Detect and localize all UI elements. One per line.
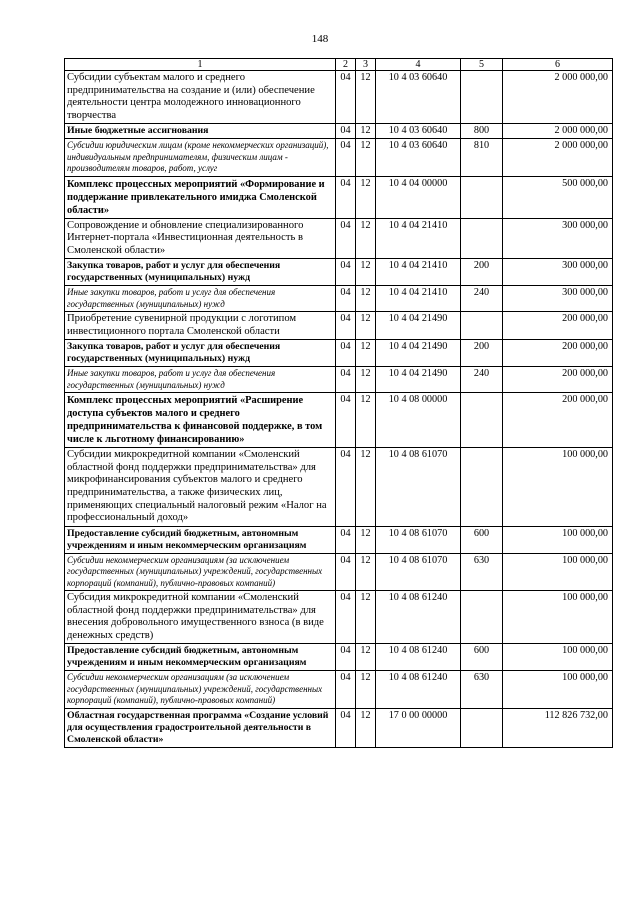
target-item-cell: 10 4 08 61070 (376, 448, 461, 527)
section-code-cell: 04 (336, 671, 356, 708)
amount-cell: 100 000,00 (503, 553, 613, 590)
expense-type-cell: 240 (461, 367, 503, 393)
item-name-cell: Приобретение сувенирной продукции с логотипом инвестиционного портала Смоленской области (65, 312, 336, 340)
section-code-cell: 04 (336, 218, 356, 259)
expense-type-cell: 810 (461, 139, 503, 176)
section-code-cell: 04 (336, 367, 356, 393)
item-name-cell: Закупка товаров, работ и услуг для обеспечения государственных (муниципальных) нужд (65, 340, 336, 367)
amount-cell: 112 826 732,00 (503, 708, 613, 747)
target-item-cell: 10 4 04 21490 (376, 312, 461, 340)
header-cell-1: 1 (65, 59, 336, 71)
subsection-code-cell: 12 (356, 218, 376, 259)
table-row (65, 367, 613, 393)
amount-cell: 200 000,00 (503, 340, 613, 367)
item-name-cell: Субсидии некоммерческим организациям (за исключением государственных (муниципальных) учреждений, государственных корпораций (компаний), публично-правовых компаний) (65, 553, 336, 590)
expense-type-cell: 630 (461, 671, 503, 708)
target-item-cell: 10 4 08 61240 (376, 590, 461, 643)
item-name-cell: Областная государственная программа «Создание условий для осуществления градостроительной деятельности в Смоленской области» (65, 708, 336, 747)
subsection-code-cell: 12 (356, 124, 376, 139)
target-item-cell: 10 4 03 60640 (376, 71, 461, 124)
header-cell-6: 6 (503, 59, 613, 71)
amount-cell: 100 000,00 (503, 448, 613, 527)
target-item-cell: 10 4 04 21410 (376, 259, 461, 286)
table-row (65, 259, 613, 286)
section-code-cell: 04 (336, 448, 356, 527)
subsection-code-cell: 12 (356, 644, 376, 671)
expense-type-cell: 200 (461, 340, 503, 367)
amount-cell: 200 000,00 (503, 393, 613, 448)
expense-type-cell (461, 71, 503, 124)
item-name-cell: Субсидии микрокредитной компании «Смоленский областной фонд поддержки предпринимательства» для микрофинансирования субъектов малого и среднего предпринимательства, а также физических лиц, применяющих специальный налоговый режим «Налог на профессиональный доход» (65, 448, 336, 527)
table-header-row (65, 59, 613, 71)
target-item-cell: 10 4 08 00000 (376, 393, 461, 448)
expense-type-cell: 630 (461, 553, 503, 590)
item-name-cell: Сопровождение и обновление специализированного Интернет-портала «Инвестиционная деятельность в Смоленской области» (65, 218, 336, 259)
amount-cell: 300 000,00 (503, 218, 613, 259)
item-name-cell: Предоставление субсидий бюджетным, автономным учреждениям и иным некоммерческим организациям (65, 526, 336, 553)
budget-table (64, 58, 613, 748)
item-name-cell: Иные бюджетные ассигнования (65, 124, 336, 139)
table-row (65, 71, 613, 124)
subsection-code-cell: 12 (356, 590, 376, 643)
item-name-cell: Предоставление субсидий бюджетным, автономным учреждениям и иным некоммерческим организациям (65, 644, 336, 671)
header-cell-5: 5 (461, 59, 503, 71)
subsection-code-cell: 12 (356, 708, 376, 747)
table-row (65, 644, 613, 671)
amount-cell: 100 000,00 (503, 590, 613, 643)
subsection-code-cell: 12 (356, 176, 376, 218)
subsection-code-cell: 12 (356, 139, 376, 176)
subsection-code-cell: 12 (356, 671, 376, 708)
table-row (65, 218, 613, 259)
header-cell-2: 2 (336, 59, 356, 71)
section-code-cell: 04 (336, 526, 356, 553)
section-code-cell: 04 (336, 312, 356, 340)
target-item-cell: 10 4 08 61240 (376, 644, 461, 671)
amount-cell: 100 000,00 (503, 526, 613, 553)
amount-cell: 500 000,00 (503, 176, 613, 218)
item-name-cell: Субсидии некоммерческим организациям (за исключением государственных (муниципальных) учреждений, государственных корпораций (компаний), публично-правовых компаний) (65, 671, 336, 708)
expense-type-cell (461, 708, 503, 747)
section-code-cell: 04 (336, 286, 356, 312)
table-row (65, 448, 613, 527)
target-item-cell: 10 4 08 61240 (376, 671, 461, 708)
table-row (65, 393, 613, 448)
expense-type-cell (461, 590, 503, 643)
section-code-cell: 04 (336, 590, 356, 643)
amount-cell: 100 000,00 (503, 644, 613, 671)
table-row (65, 708, 613, 747)
item-name-cell: Комплекс процессных мероприятий «Расширение доступа субъектов малого и среднего предпринимательства к финансовой поддержке, в том числе к льготному финансированию» (65, 393, 336, 448)
table-row (65, 526, 613, 553)
target-item-cell: 10 4 03 60640 (376, 124, 461, 139)
expense-type-cell (461, 218, 503, 259)
table-row (65, 671, 613, 708)
item-name-cell: Иные закупки товаров, работ и услуг для обеспечения государственных (муниципальных) нужд (65, 286, 336, 312)
amount-cell: 2 000 000,00 (503, 71, 613, 124)
header-cell-3: 3 (356, 59, 376, 71)
expense-type-cell (461, 176, 503, 218)
subsection-code-cell: 12 (356, 71, 376, 124)
section-code-cell: 04 (336, 340, 356, 367)
item-name-cell: Субсидии юридическим лицам (кроме некоммерческих организаций), индивидуальным предпринимателям, физическим лицам - производителям товаров, работ, услуг (65, 139, 336, 176)
item-name-cell: Субсидия микрокредитной компании «Смоленский областной фонд поддержки предпринимательства» для внесения добровольного имущественного взноса (в виде денежных средств) (65, 590, 336, 643)
section-code-cell: 04 (336, 139, 356, 176)
amount-cell: 300 000,00 (503, 259, 613, 286)
section-code-cell: 04 (336, 176, 356, 218)
target-item-cell: 10 4 04 21490 (376, 340, 461, 367)
table-row (65, 553, 613, 590)
amount-cell: 2 000 000,00 (503, 139, 613, 176)
subsection-code-cell: 12 (356, 286, 376, 312)
subsection-code-cell: 12 (356, 393, 376, 448)
amount-cell: 300 000,00 (503, 286, 613, 312)
expense-type-cell (461, 312, 503, 340)
table-row (65, 286, 613, 312)
amount-cell: 100 000,00 (503, 671, 613, 708)
expense-type-cell: 600 (461, 644, 503, 671)
table-row (65, 340, 613, 367)
subsection-code-cell: 12 (356, 526, 376, 553)
section-code-cell: 04 (336, 708, 356, 747)
item-name-cell: Комплекс процессных мероприятий «Формирование и поддержание привлекательного имиджа Смоленской области» (65, 176, 336, 218)
amount-cell: 200 000,00 (503, 367, 613, 393)
target-item-cell: 10 4 04 21410 (376, 286, 461, 312)
target-item-cell: 10 4 08 61070 (376, 553, 461, 590)
amount-cell: 2 000 000,00 (503, 124, 613, 139)
section-code-cell: 04 (336, 259, 356, 286)
amount-cell: 200 000,00 (503, 312, 613, 340)
table-row (65, 312, 613, 340)
table-row (65, 590, 613, 643)
expense-type-cell (461, 448, 503, 527)
table-row (65, 139, 613, 176)
expense-type-cell: 800 (461, 124, 503, 139)
subsection-code-cell: 12 (356, 312, 376, 340)
target-item-cell: 10 4 08 61070 (376, 526, 461, 553)
item-name-cell: Иные закупки товаров, работ и услуг для обеспечения государственных (муниципальных) нужд (65, 367, 336, 393)
subsection-code-cell: 12 (356, 259, 376, 286)
expense-type-cell (461, 393, 503, 448)
item-name-cell: Субсидии субъектам малого и среднего предпринимательства на создание и (или) обеспечение деятельности центра молодежного инновационного творчества (65, 71, 336, 124)
section-code-cell: 04 (336, 644, 356, 671)
section-code-cell: 04 (336, 124, 356, 139)
expense-type-cell: 600 (461, 526, 503, 553)
subsection-code-cell: 12 (356, 340, 376, 367)
section-code-cell: 04 (336, 71, 356, 124)
subsection-code-cell: 12 (356, 448, 376, 527)
target-item-cell: 10 4 04 21490 (376, 367, 461, 393)
item-name-cell: Закупка товаров, работ и услуг для обеспечения государственных (муниципальных) нужд (65, 259, 336, 286)
expense-type-cell: 200 (461, 259, 503, 286)
page-number: 148 (311, 33, 329, 45)
target-item-cell: 10 4 04 21410 (376, 218, 461, 259)
target-item-cell: 10 4 04 00000 (376, 176, 461, 218)
table-row (65, 124, 613, 139)
expense-type-cell: 240 (461, 286, 503, 312)
table-row (65, 176, 613, 218)
section-code-cell: 04 (336, 393, 356, 448)
subsection-code-cell: 12 (356, 553, 376, 590)
subsection-code-cell: 12 (356, 367, 376, 393)
section-code-cell: 04 (336, 553, 356, 590)
target-item-cell: 10 4 03 60640 (376, 139, 461, 176)
target-item-cell: 17 0 00 00000 (376, 708, 461, 747)
header-cell-4: 4 (376, 59, 461, 71)
